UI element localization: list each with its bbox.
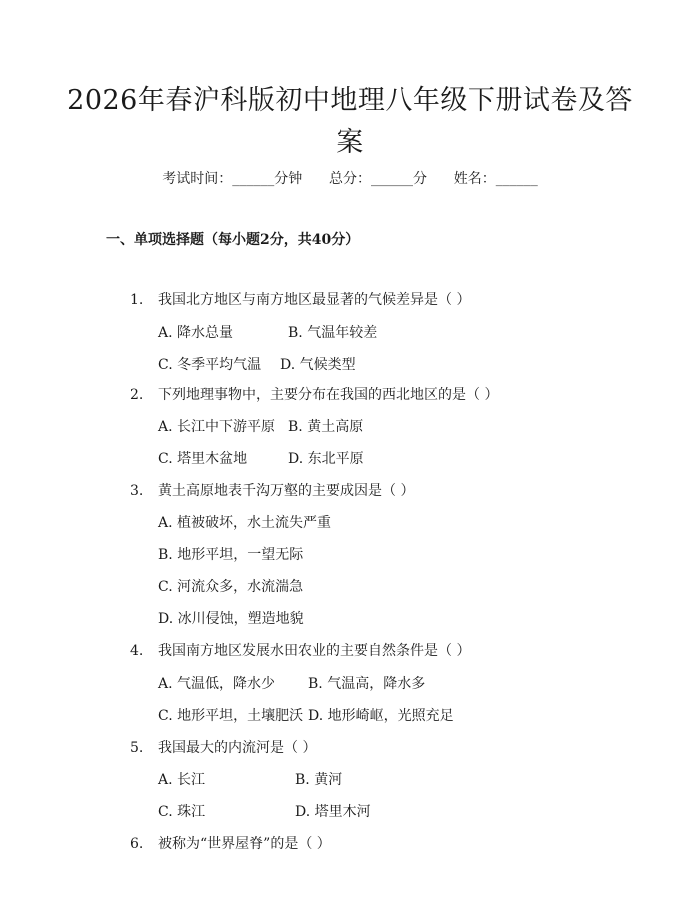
option-c: C. 地形平坦，土壤肥沃: [158, 708, 304, 724]
options-row: [158, 448, 364, 468]
question-number: 1.: [130, 292, 144, 308]
option-b: B. 地形平坦，一望无际: [158, 547, 304, 563]
options-row: [158, 801, 371, 821]
question-1: [130, 289, 470, 309]
options-row: [158, 322, 377, 342]
option-d: D. 地形崎岖，光照充足: [308, 708, 454, 724]
option-b: B. 气温高，降水多: [308, 676, 426, 692]
option-b: B. 黄河: [295, 772, 343, 788]
question-text: 被称为“世界屋脊”的是（ ）: [158, 836, 331, 852]
question-text: 下列地理事物中，主要分布在我国的西北地区的是（ ）: [158, 387, 499, 403]
options-row: [158, 769, 342, 789]
option-b: B. 黄土高原: [288, 419, 364, 435]
question-number: 3.: [130, 483, 144, 499]
question-text: 黄土高原地表千沟万壑的主要成因是（ ）: [158, 483, 415, 499]
option-b: B. 气温年较差: [288, 325, 378, 341]
option-a: A. 气温低，降水少: [158, 676, 276, 692]
question-text: 我国最大的内流河是（ ）: [158, 740, 317, 756]
options-row: [158, 705, 454, 725]
exam-title: 2026年春沪科版初中地理八年级下册试卷及答案: [67, 85, 633, 158]
option-a: A. 长江: [158, 772, 206, 788]
option-d: D. 冰川侵蚀，塑造地貌: [158, 611, 304, 627]
section-title: 一、单项选择题（每小题2分，共40分）: [106, 232, 360, 248]
question-4: [130, 640, 470, 660]
question-number: 2.: [130, 387, 144, 403]
question-number: 4.: [130, 643, 144, 659]
option-c: C. 河流众多，水流湍急: [158, 579, 304, 595]
option-c: C. 珠江: [158, 804, 206, 820]
question-text: 我国北方地区与南方地区最显著的气候差异是（ ）: [158, 292, 471, 308]
question-3: [130, 480, 414, 500]
option-d: D. 塔里木河: [295, 804, 371, 820]
question-2: [130, 384, 498, 404]
option-a: A. 植被破坏，水土流失严重: [158, 515, 332, 531]
option-c: C. 塔里木盆地: [158, 451, 248, 467]
option-c: C. 冬季平均气温: [158, 357, 262, 373]
option-a: A. 降水总量: [158, 325, 234, 341]
question-text: 我国南方地区发展水田农业的主要自然条件是（ ）: [158, 643, 471, 659]
options-row: [158, 673, 425, 693]
option-a: A. 长江中下游平原: [158, 419, 276, 435]
question-number: 6.: [130, 836, 144, 852]
option-d: D. 东北平原: [288, 451, 364, 467]
question-5: [130, 737, 316, 757]
question-6: [130, 833, 331, 853]
question-number: 5.: [130, 740, 144, 756]
options-row: [158, 354, 356, 374]
exam-info-line: 考试时间：______分钟 总分：______分 姓名：______: [162, 171, 538, 187]
options-row: [158, 416, 363, 436]
option-d: D. 气候类型: [280, 357, 356, 373]
